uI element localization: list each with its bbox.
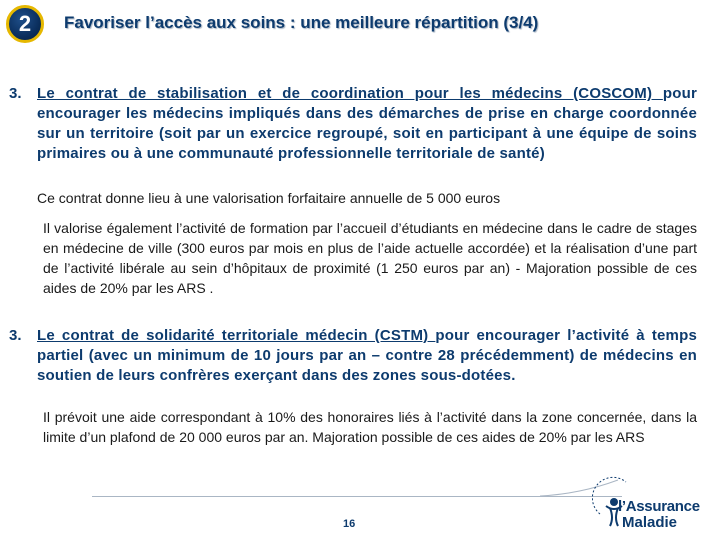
section-number-badge: 2	[6, 5, 44, 43]
item-heading-rest: pour encourager les médecins impliqués dans des démarches de prise en charge coordonnée sur un territoire (soit par un exercice regroupé, soit en participant à une équipe de soins primaires ou à une communauté professionnelle territoriale de santé)	[37, 85, 697, 162]
item-heading-underlined: Le contrat de stabilisation et de coordination pour les médecins (COSCOM)	[37, 85, 663, 102]
assurance-maladie-logo	[592, 474, 714, 534]
logo-line1: l’Assurance	[618, 498, 700, 515]
item-detail: Il valorise également l’activité de formation par l’accueil d’étudiants en médecine dans le cadre de stages en médecine de ville (300 euros par mois en plus de l’aide actuelle accordée) et la réalisation d’une part de l’activité libérale au sein d’hôpitaux de proximité (1 250 euros par an) - Majoration possible de ces aides de 20% par les ARS .	[43, 220, 697, 296]
list-item	[9, 326, 697, 386]
item-text	[37, 326, 697, 386]
item-heading-rest: pour encourager l’activité à temps partiel (avec un minimum de 10 jours par an – contre 28 précédemment) de médecins en soutien de leurs confrères exerçant dans des zones sous-dotées.	[37, 327, 698, 384]
page-number: 16	[343, 518, 356, 530]
list-item	[9, 84, 697, 164]
item-detail: Il prévoit une aide correspondant à 10% des honoraires liés à l’activité dans la zone concernée, dans la limite d’un plafond de 20 000 euros par an. Majoration possible de ces aides de 20% par les ARS	[43, 409, 697, 445]
logo-line2: Maladie	[622, 514, 678, 531]
item-number: 3.	[9, 327, 22, 344]
item-text	[37, 84, 697, 164]
item-detail: Ce contrat donne lieu à une valorisation forfaitaire annuelle de 5 000 euros	[37, 190, 501, 206]
item-heading-underlined: Le contrat de solidarité territoriale médecin (CSTM)	[37, 327, 436, 344]
page-title: Favoriser l’accès aux soins : une meilleure répartition (3/4)	[64, 13, 539, 32]
item-number: 3.	[9, 85, 22, 102]
